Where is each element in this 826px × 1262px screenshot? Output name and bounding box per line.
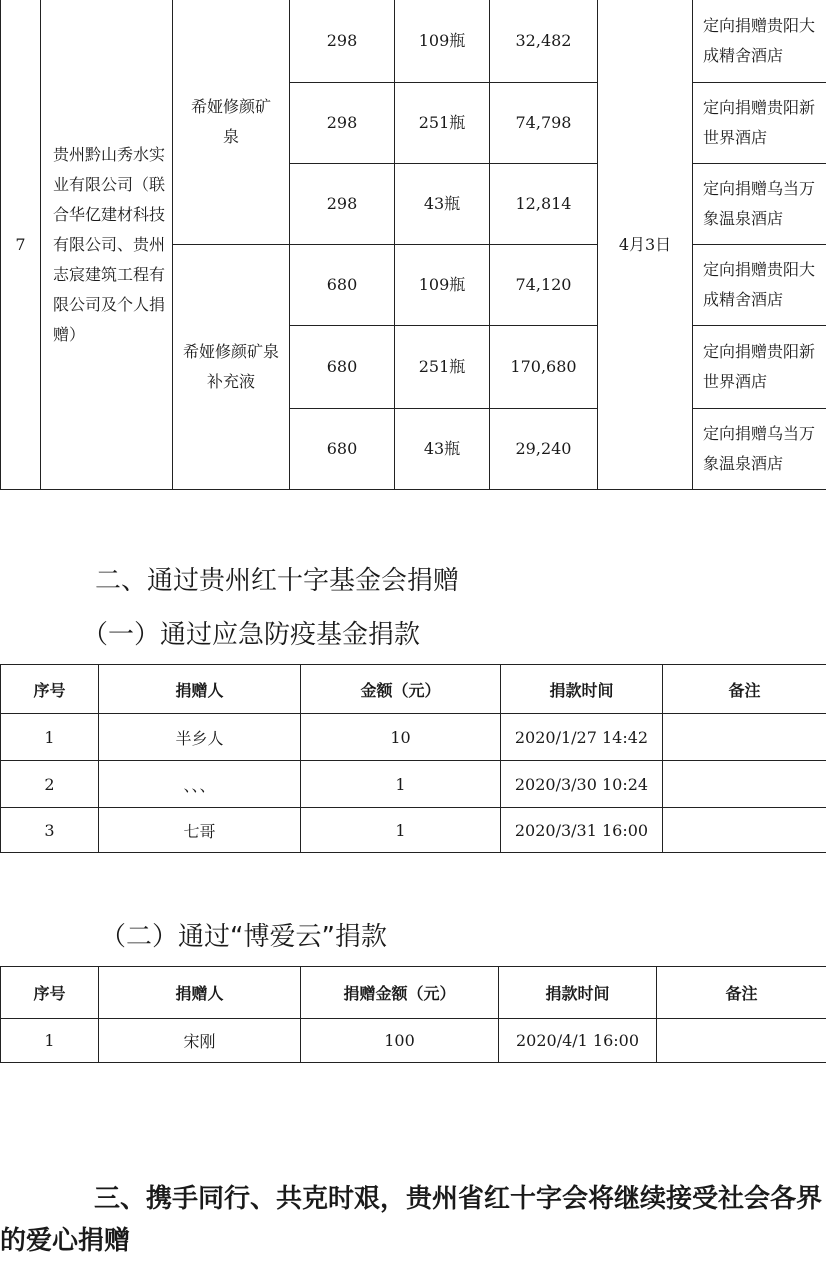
amount: 170,680 <box>490 326 598 409</box>
header-donor: 捐赠人 <box>99 665 301 714</box>
cell-note <box>663 761 826 808</box>
note: 定向捐赠乌当万象温泉酒店 <box>693 164 826 245</box>
header-serial: 序号 <box>1 665 99 714</box>
section-3-paragraph: 三、携手同行、共克时艰，贵州省红十字会将继续接受社会各界的爱心捐赠 <box>0 1178 826 1262</box>
cell-note <box>657 1019 826 1063</box>
unit-price: 680 <box>290 409 395 490</box>
unit-price: 298 <box>290 0 395 83</box>
unit-price: 298 <box>290 164 395 245</box>
section-2-heading: 二、通过贵州红十字基金会捐赠 <box>95 560 459 597</box>
table-header-row <box>1 665 826 714</box>
header-donor: 捐赠人 <box>99 967 301 1019</box>
boaiyun-donation-table <box>0 966 826 1063</box>
cell-serial: 3 <box>1 808 99 853</box>
header-time: 捐款时间 <box>499 967 657 1019</box>
note: 定向捐赠贵阳大成精舍酒店 <box>693 0 826 83</box>
table-row <box>1 714 826 761</box>
cell-time: 2020/3/31 16:00 <box>501 808 663 853</box>
cell-time: 2020/4/1 16:00 <box>499 1019 657 1063</box>
emergency-fund-table <box>0 664 826 853</box>
amount: 29,240 <box>490 409 598 490</box>
amount: 74,798 <box>490 83 598 164</box>
quantity: 43瓶 <box>395 164 490 245</box>
cell-donor: 半乡人 <box>99 714 301 761</box>
cell-amount: 1 <box>301 808 501 853</box>
table-header-row <box>1 967 826 1019</box>
donor-cell: 贵州黔山秀水实业有限公司（联合华亿建材科技有限公司、贵州志宸建筑工程有限公司及个人捐赠） <box>41 0 173 490</box>
note: 定向捐赠贵阳新世界酒店 <box>693 326 826 409</box>
amount: 12,814 <box>490 164 598 245</box>
table-row <box>1 761 826 808</box>
header-serial: 序号 <box>1 967 99 1019</box>
in-kind-donation-table <box>0 0 826 490</box>
donation-date: 4月3日 <box>598 0 693 490</box>
amount: 74,120 <box>490 245 598 326</box>
note: 定向捐赠贵阳大成精舍酒店 <box>693 245 826 326</box>
cell-donor: 、、、 <box>99 761 301 808</box>
cell-amount: 1 <box>301 761 501 808</box>
cell-time: 2020/3/30 10:24 <box>501 761 663 808</box>
quantity: 43瓶 <box>395 409 490 490</box>
amount: 32,482 <box>490 0 598 83</box>
header-amount: 金额（元） <box>301 665 501 714</box>
quantity: 251瓶 <box>395 83 490 164</box>
unit-price: 680 <box>290 245 395 326</box>
quantity: 251瓶 <box>395 326 490 409</box>
header-note: 备注 <box>657 967 826 1019</box>
cell-serial: 2 <box>1 761 99 808</box>
unit-price: 298 <box>290 83 395 164</box>
header-note: 备注 <box>663 665 826 714</box>
cell-note <box>663 808 826 853</box>
product-name: 希娅修颜矿泉 <box>173 0 290 245</box>
cell-amount: 100 <box>301 1019 499 1063</box>
quantity: 109瓶 <box>395 245 490 326</box>
note: 定向捐赠乌当万象温泉酒店 <box>693 409 826 490</box>
subsection-2-heading: （二）通过“博爱云”捐款 <box>100 916 387 953</box>
note: 定向捐赠贵阳新世界酒店 <box>693 83 826 164</box>
cell-serial: 1 <box>1 714 99 761</box>
cell-amount: 10 <box>301 714 501 761</box>
unit-price: 680 <box>290 326 395 409</box>
table-row <box>1 0 826 83</box>
cell-donor: 七哥 <box>99 808 301 853</box>
product-name: 希娅修颜矿泉补充液 <box>173 245 290 490</box>
header-time: 捐款时间 <box>501 665 663 714</box>
cell-serial: 1 <box>1 1019 99 1063</box>
cell-donor: 宋刚 <box>99 1019 301 1063</box>
table-row <box>1 1019 826 1063</box>
header-amount: 捐赠金额（元） <box>301 967 499 1019</box>
row-number: 7 <box>1 0 41 490</box>
cell-time: 2020/1/27 14:42 <box>501 714 663 761</box>
quantity: 109瓶 <box>395 0 490 83</box>
cell-note <box>663 714 826 761</box>
table-row <box>1 808 826 853</box>
subsection-1-heading: （一）通过应急防疫基金捐款 <box>82 614 420 651</box>
